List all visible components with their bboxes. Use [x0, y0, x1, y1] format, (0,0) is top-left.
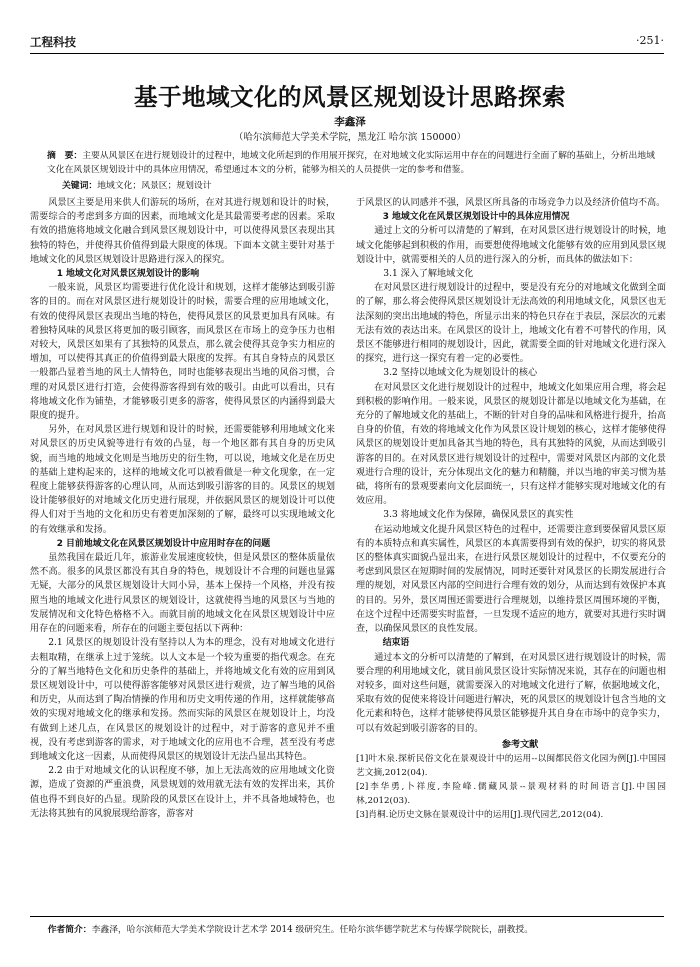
- keywords-label: 关键词：: [62, 181, 98, 191]
- paragraph: 在运动地域文化提升风景区特色的过程中，还需要注意到要保留风景区原有的本质特点和真实属性，风景区的本真需要得到有效的保护，切实的将风景区的整体真实面貌凸显出来，在进行风景区规划设计的过程中，不仅要充分的考虑到风景区在短期时间的发展情况，同时还要针对风景区的长期发展进行合理的规划，对风景区内部的空间进行合理有效的划分，从而达到有效保护本真的目的。另外，景区周围还需要进行合理规划，以维持景区周围环境的平衡，在这个过程中还需要实时监督，一旦发现不适应的地方，就要对其进行实时调查，以确保风景区的良性发展。: [356, 524, 666, 635]
- left-column: [30, 196, 335, 821]
- abstract: [47, 149, 655, 177]
- paragraph: 虽然我国在最近几年，旅游业发展速度较快，但是风景区的整体质量依然不高。很多的风景区都没有其自身的特色，规划设计不合理的问题也显露无疑，大部分的风景区规划设计大同小异，基本上保持一个风格，并没有按照当地的地域文化进行风景区的规划设计，这就使得当地的风景区与当地的发展情况和文化特色格格不入。而就目前的地域文化在风景区规划设计中应用存在的问题来看，所存在的问题主要包括以下两种：: [30, 553, 335, 635]
- article-title: 基于地域文化的风景区规划设计思路探索: [134, 83, 566, 111]
- reference-item: [1]叶木泉.探析民俗文化在景观设计中的运用--以闽都民俗文化园为例[J].中国园艺文摘,2012(04).: [356, 753, 666, 778]
- subsection-heading: 3.3 将地域文化作为保障，确保风景区的真实性: [383, 510, 574, 521]
- paragraph: 在对风景区文化进行规划设计的过程中，地域文化如果应用合理，将会起到积极的影响作用。一般来说，风景区的规划设计都是以地域文化为基础，在充分的了解地域文化的基础上，不断的针对自身的品味和风格进行提升，抬高自身的价值，有效的将地域文化作为风景区设计规划的核心，这样才能够使得风景区的规划设计更加具备其当地的特色，具有其独特的风貌，从而达到吸引游客的目的。在对风景区进行规划设计的过程中，需要对风景区内部的文化景观进行合理的设计，充分体现出文化的魅力和精髓，并以当地的审美习惯为基础，将所有的景观要素向文化层面统一，只有这样才能够实现对地域文化的有效应用。: [356, 382, 666, 507]
- keywords-text: 地域文化；风景区；规划设计: [97, 181, 212, 191]
- journal-name: 工程科技: [30, 35, 76, 49]
- paragraph: 通过上文的分析可以清楚的了解到，在对风景区进行规划设计的时候，地域文化能够起到积极的作用，而要想使得地域文化能够有效的应用到风景区规划设计中，就需要相关的人员的进行深入的分析，而具体的做法如下：: [356, 226, 666, 265]
- author-affiliation: （哈尔滨师范大学美术学院，黑龙江 哈尔滨 150000）: [233, 132, 467, 143]
- paragraph: 另外，在对风景区进行规划和设计的时候，还需要能够利用地域文化来对风景区的历史风貌等进行有效的凸显，每一个地区都有其自身的历史风貌，而当地的地域文化则是当地历史的衍生物，可以说，地域文化是在历史的基础上建构起来的，这样的地域文化可以被看做是一种文化现象，在一定程度上能够获得游客的心理认同，从而达到吸引游客的目的。风景区的规划设计能够很好的对地域文化历史进行展现，并依据风景区的规划设计可以使得人们对于当地的文化和历史有着更加深刻的了解，最终可以实现地域文化的有效继承和发扬。: [30, 425, 335, 535]
- header-rule: [30, 53, 664, 54]
- section-heading: 2 目前地域文化在风景区规划设计中应用时存在的问题: [56, 538, 271, 549]
- footnote-label: 作者简介：: [47, 925, 92, 935]
- right-column: [356, 196, 666, 822]
- subsection-heading: 3.1 深入了解地域文化: [383, 269, 474, 280]
- footnote-rule: [30, 916, 664, 917]
- section-heading: 3 地域文化在风景区规划设计中的具体应用情况: [382, 212, 570, 223]
- keywords: [62, 178, 655, 191]
- paragraph: 于风景区的认同感并不强，风景区所具备的市场竞争力以及经济价值均不高。: [356, 198, 666, 208]
- article-author: 李鑫泽: [334, 116, 366, 128]
- reference-item: [2]李华勇,卜祥度,李险峰.儒藏风景--景观材料的时间语言[J].中国园林,2012(03).: [356, 781, 666, 806]
- footnote-text: 李鑫泽，哈尔滨师范大学美术学院设计艺术学 2014 级研究生。任哈尔滨华德学院艺术与传媒学院院长，副教授。: [91, 925, 534, 935]
- subsection-heading: 3.2 坚持以地域文化为规划设计的核心: [383, 368, 538, 379]
- paragraph: 一般来说，风景区均需要进行优化设计和规划，这样才能够达到吸引游客的目的。而在对风景区进行规划设计的时候，需要合理的应用地域文化，有效的使得风景区表现出当地的特色，使得风景区的风景更加具有风味。有着独特风味的风景区将更加的吸引顾客，而风景区在市场上的竞争压力也相对较大，风景区如果有了其独特的风景点，那么就会使得其竞争实力相应的增加，可以使得其真正的价值得到最大限度的发挥。有其自身特点的风景区一般都凸显着当地的风土人情特色，同时也能够表现出当地的风俗习惯，合理的对风景区进行打造，会使得游客得到有效的吸引。由此可以看出，只有将地域文化作为铺垫，才能够吸引更多的游客，使得风景区的内涵得到最大限度的提升。: [30, 283, 335, 422]
- paragraph: 在对风景区进行规划设计的过程中，要是没有充分的对地域文化做到全面的了解，那么将会使得风景区规划设计无法高效的利用地域文化，风景区也无法深刻的突出出地域的特色，所显示出来的特色只存在于表层，深层次的元素无法有效的表达出来。在风景区的设计上，地域文化有着不可替代的作用，风景区不能够进行相同的规划设计，因此，就需要全面的针对地域文化进行深入的探究，进行这一探究有着一定的必要性。: [356, 283, 666, 365]
- paragraph: 2.1 风景区的规划设计没有坚持以人为本的理念，没有对地域文化进行去粗取精，在继承上过于笼统。以人文本是一个较为重要的指代观念。在充分的了解当地特色文化和历史条件的基础上，并将地域文化有效的应用到风景区规划设计中，可以使得游客能够对风景区进行观赏，边了解当地的风俗和历史，从而达到了陶冶情操的作用和历史文明传递的作用，这样就能够高效的实现对地域文化的继承和发扬。然而实际的风景区在规划设计上，均没有做到上述几点，在风景区的规划设计的过程中，对于游客的意见并不重视，没有考虑到游客的需求，对于地域文化的应用也不合理，甚至没有考虑到地域文化这一因素，从而使得风景区的规划设计无法凸显出其特色。: [30, 638, 335, 762]
- paragraph: 风景区主要是用来供人们游玩的场所，在对其进行规划和设计的时候，需要综合的考虑到多方面的因素，而地域文化是其最需要考虑的因素。采取有效的措施将地域文化融合到风景区规划设计中，可以使得风景区表现出其独特的特色，并使得其价值得到最大限度的体现。下面本文就主要针对基于地域文化的风景区规划设计思路进行深入的探究。: [30, 198, 335, 265]
- page-number: ·251·: [636, 34, 664, 47]
- paragraph: 通过本文的分析可以清楚的了解到，在对风景区进行规划设计的时候，需要合理的利用地域文化，就目前风景区设计实际情况来说，其存在的问题也相对较多，面对这些问题，就需要深入的对地域文化进行了解，依据地域文化，采取有效的促使来将设计问题进行解决，死的风景区的规划设计包含当地的文化元素和特色，这样才能够使得风景区能够提升其自身在市场中的竞争实力，可以有效起到吸引游客的目的。: [356, 652, 666, 734]
- paragraph: 2.2 由于对地域文化的认识程度不够，加上无法高效的应用地域文化资源，造成了资源的严重浪费，风景规划的效用就无法有效的发挥出来，其价值也得不到良好的凸显。现阶段的风景区在设计上，并不具备地域特色，也无法将其独有的风貌展现给游客，游客对: [30, 766, 335, 819]
- abstract-text: 主要从风景区在进行规划设计的过程中，地域文化所起到的作用展开探究，在对地域文化实际运用中存在的问题进行全面了解的基础上，分析出地域文化在风景区规划设计中的具体应用情况，希望通过本文的分析，能够为相关的人员提供一定的参考和借鉴。: [47, 151, 655, 175]
- references-heading: 参考文献: [501, 739, 539, 750]
- author-bio-footnote: [30, 922, 664, 935]
- reference-item: [3]肖桐.论历史文脉在景观设计中的运用[J].现代园艺,2012(04).: [356, 809, 604, 820]
- section-heading: 结束语: [382, 638, 410, 649]
- abstract-label: 摘 要：: [47, 151, 83, 161]
- section-heading: 1 地域文化对风景区规划设计的影响: [56, 269, 200, 280]
